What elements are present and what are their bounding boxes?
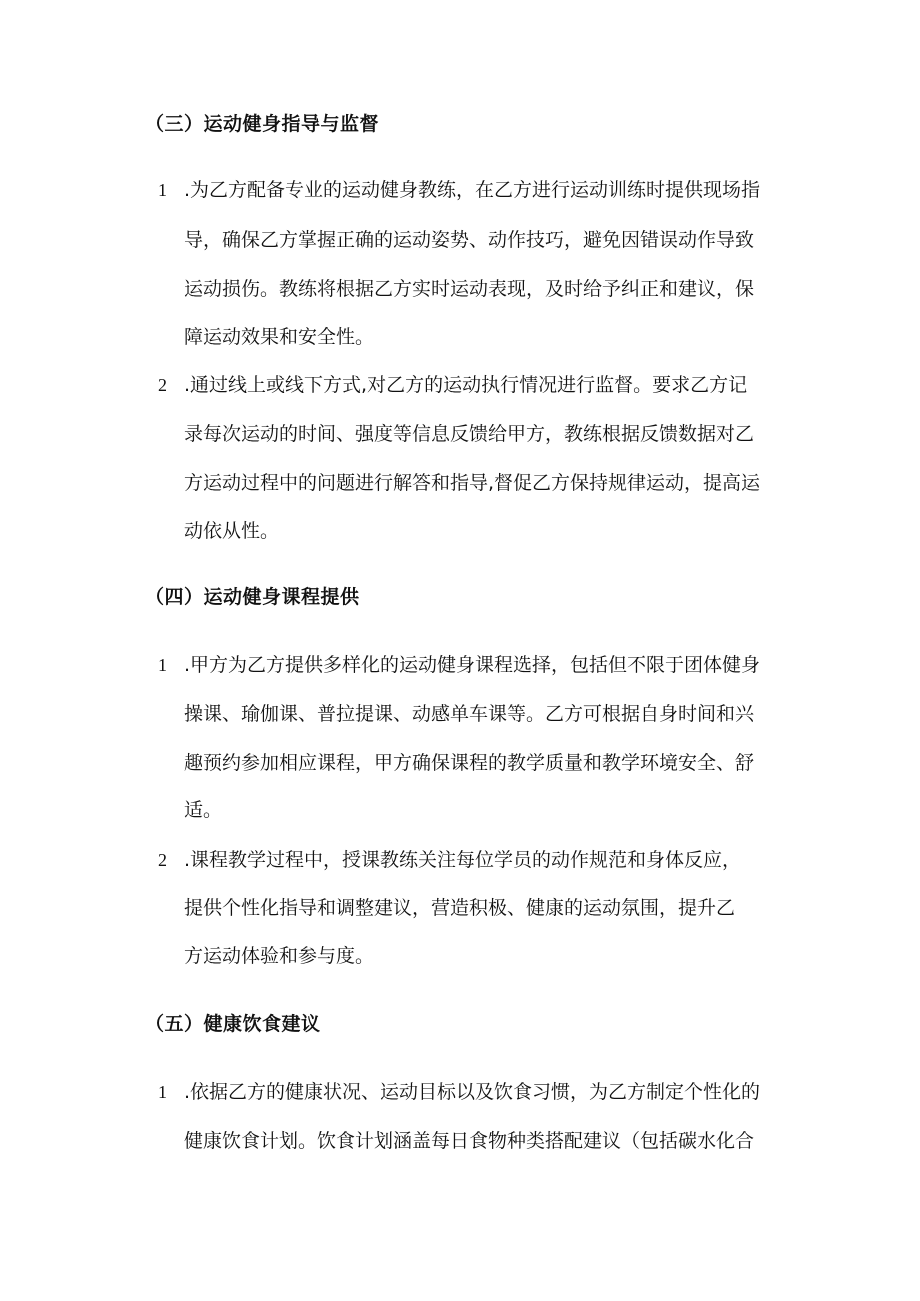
item-text-line: .课程教学过程中，授课教练关注每位学员的动作规范和身体反应， [184,849,742,871]
item-text-line: .甲方为乙方提供多样化的运动健身课程选择，包括但不限于团体健身 [184,654,761,676]
item-number: 2 [158,375,167,395]
item-text-line: .依据乙方的健康状况、运动目标以及饮食习惯，为乙方制定个性化的 [184,1081,761,1103]
item-number: 2 [158,850,167,870]
item-text-line: 提供个性化指导和调整建议，营造积极、健康的运动氛围，提升乙 [184,897,736,919]
item-number: 1 [158,655,167,675]
section-heading-4: （四）运动健身课程提供 [145,586,360,608]
item-text-line: .为乙方配备专业的运动健身教练，在乙方进行运动训练时提供现场指 [184,179,761,201]
item-text-line: 适。 [184,799,223,821]
item-text-line: 障运动效果和安全性。 [184,326,375,348]
item-text-line: 操课、瑜伽课、普拉提课、动感单车课等。乙方可根据自身时间和兴 [184,703,755,725]
item-text-line: 方运动过程中的问题进行解答和指导,督促乙方保持规律运动，提高运 [184,472,761,494]
item-number: 1 [158,180,167,200]
item-text-line: 录每次运动的时间、强度等信息反馈给甲方，教练根据反馈数据对乙 [184,423,755,445]
item-text-line: 趣预约参加相应课程，甲方确保课程的教学质量和教学环境安全、舒 [184,752,755,774]
item-number: 1 [158,1082,167,1102]
item-text-line: 导，确保乙方掌握正确的运动姿势、动作技巧，避免因错误动作导致 [184,229,755,251]
section-heading-3: （三）运动健身指导与监督 [145,113,380,135]
item-text-line: 方运动体验和参与度。 [184,945,375,967]
item-text-line: 健康饮食计划。饮食计划涵盖每日食物种类搭配建议（包括碳水化合 [184,1130,755,1152]
item-text-line: .通过线上或线下方式,对乙方的运动执行情况进行监督。要求乙方记 [184,374,748,396]
item-text-line: 动依从性。 [184,520,280,542]
item-text-line: 运动损伤。教练将根据乙方实时运动表现，及时给予纠正和建议，保 [184,278,755,300]
section-heading-5: （五）健康饮食建议 [145,1013,321,1035]
